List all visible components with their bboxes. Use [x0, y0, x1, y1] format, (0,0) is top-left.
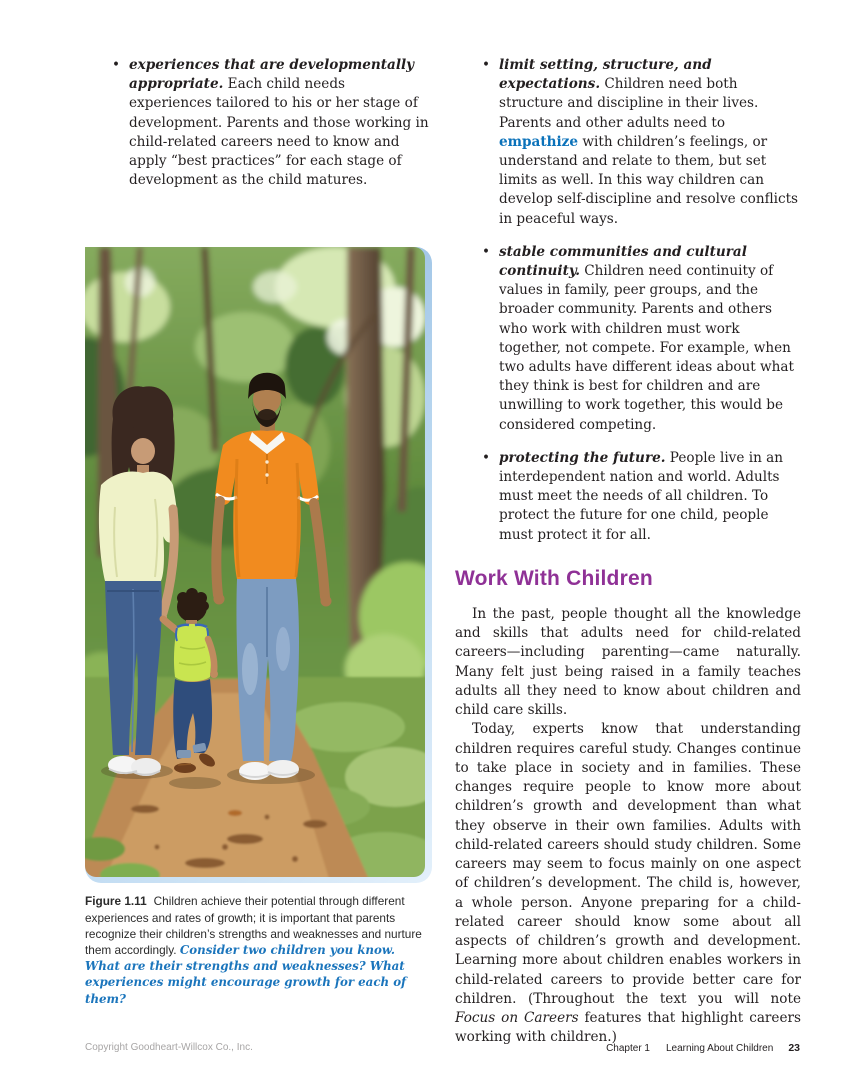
bullet-marker-icon: •	[112, 57, 121, 73]
bullet-lead: stable communities and cultural continuity.	[499, 243, 747, 280]
bullet-text	[499, 56, 801, 229]
figure-caption-label: Figure 1.11	[85, 894, 147, 909]
bullet-body: Children need both structure and discipline in their lives. Parents and other adults need to	[499, 76, 759, 131]
figure-caption-text: Children achieve their potential through different experiences and rates of growth; it is important that parents recognize their children’s strengths and weaknesses and nurture them accordingly.	[85, 894, 422, 958]
bullet-marker-icon: •	[482, 243, 491, 260]
bullet-body: Each child needs experiences tailored to his or her stage of development. Parents and those working in child-related careers need to know and apply “best practices” for each stage of development as the child matures.	[129, 76, 429, 189]
glossary-term-empathize: empathize	[499, 133, 579, 150]
bullet-text	[129, 56, 432, 190]
figure-caption-question: Consider two children you know. What are their strengths and weaknesses? What experiences might encourage growth for each of them?	[85, 943, 407, 1006]
figure-1-11	[85, 247, 432, 1006]
bullet-body: with children’s feelings, or understand and relate to them, but set limits as well. In this way children can develop self-discipline and resolve conflicts in peaceful ways.	[499, 133, 799, 227]
bullet-text	[499, 243, 801, 435]
bullet-lead: experiences that are developmentally appropriate.	[129, 57, 415, 93]
right-column	[455, 56, 801, 1048]
body-paragraph	[455, 720, 801, 1047]
section-heading: Work With Children	[455, 566, 653, 590]
copyright-notice: Copyright Goodheart-Willcox Co., Inc.	[85, 1042, 253, 1053]
bullet-marker-icon: •	[482, 449, 491, 466]
paragraph-text: Today, experts know that understanding children requires careful study. Changes continue to take place in society and in families. These changes require people to know more about children’s growth and development than what they observe in their own families. Adults with child-related careers should study children. Some careers may seem to focus mainly on one aspect of children’s development. The child is, however, a whole person. Anyone preparing for a child-related career should know some about all aspects of children’s growth and development. Learning more about children enables workers in child-related careers to provide better care for children. (Throughout the text you will note	[455, 721, 801, 1007]
bullet-lead: protecting the future.	[499, 449, 666, 466]
chapter-label: Chapter 1	[606, 1043, 650, 1054]
photo-frame	[85, 247, 432, 883]
bullet-marker-icon: •	[482, 57, 491, 73]
list-item	[455, 449, 801, 545]
family-walk-photo	[85, 247, 425, 877]
bullet-lead: limit setting, structure, and expectations.	[499, 57, 712, 93]
page-footer	[85, 1042, 800, 1054]
footer-right	[606, 1042, 800, 1054]
paragraph-text: features that highlight careers working with children.)	[455, 1010, 801, 1046]
chapter-title: Learning About Children	[666, 1043, 774, 1054]
list-item	[455, 243, 801, 435]
bullet-body: Children need continuity of values in family, peer groups, and the broader community. Parents and others who work with children must work together, not compete. For example, when two adults have different ideas about what they think is best for children and are unwilling to work together, this would be considered competing.	[499, 263, 794, 433]
bullet-body: People live in an interdependent nation and world. Adults must meet the needs of all children. To protect the future for one child, people must protect it for all.	[499, 449, 784, 543]
figure-caption	[85, 893, 432, 1006]
bullet-text	[499, 449, 801, 545]
list-item	[85, 56, 432, 190]
body-paragraph: In the past, people thought all the knowledge and skills that adults need for child-related careers—including parenting—came naturally. Many felt just being raised in a family teaches adults all they need to know about children and child care skills.	[455, 605, 801, 719]
focus-on-careers-reference: Focus on Careers	[455, 1010, 579, 1027]
page-number: 23	[788, 1042, 800, 1054]
list-item	[455, 56, 801, 229]
left-column	[85, 56, 432, 1007]
